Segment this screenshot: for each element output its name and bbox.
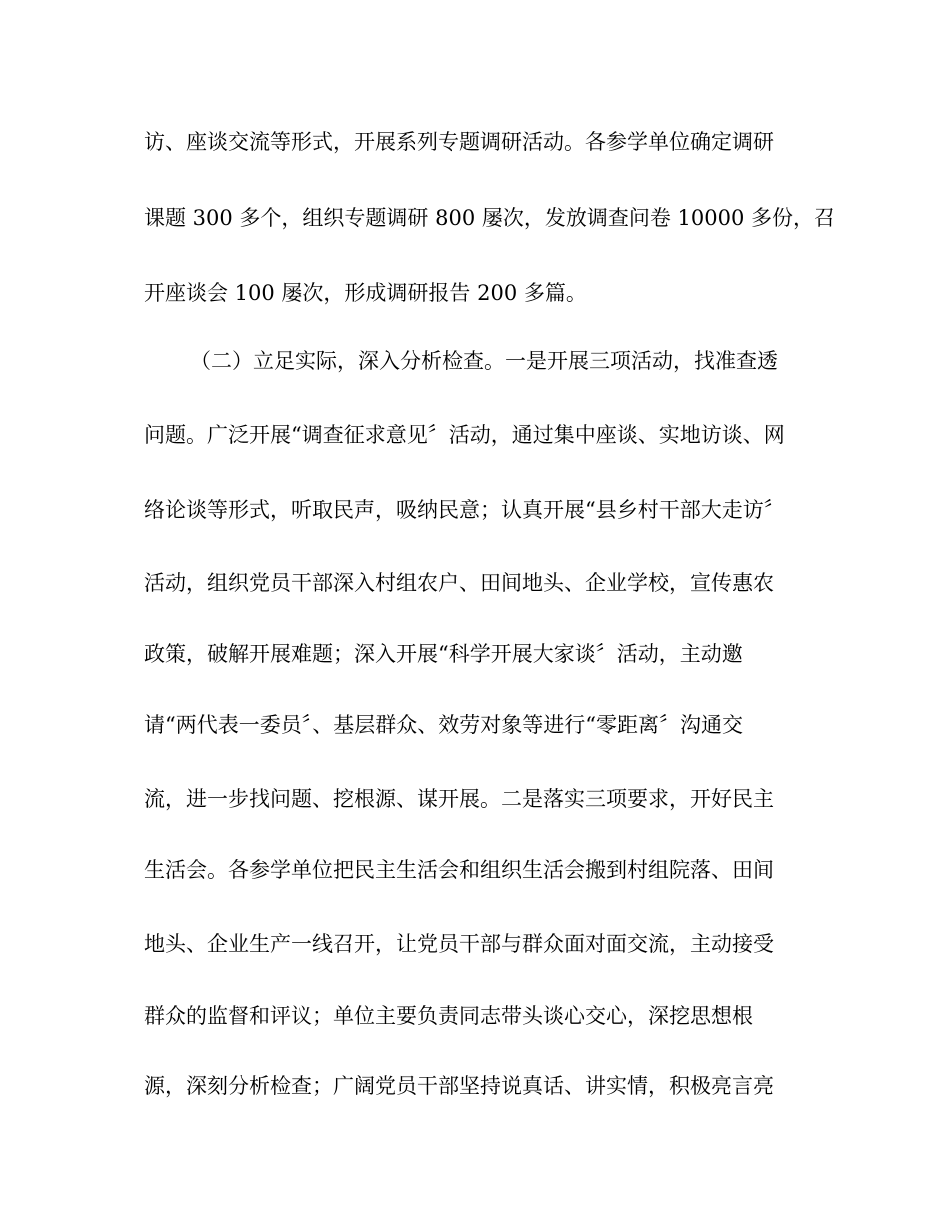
text-line: 地头、企业生产一线召开，让党员干部与群众面对面交流，主动接受 (144, 932, 774, 956)
text-line: 流，进一步找问题、挖根源、谋开展。二是落实三项要求，开好民主 (144, 787, 774, 811)
text-line: 群众的监督和评议；单位主要负责同志带头谈心交心，深挖思想根 (144, 1004, 753, 1028)
text-line: 开座谈会 100 屡次，形成调研报告 200 多篇。 (144, 281, 587, 305)
text-line: 问题。广泛开展“调查征求意见〞活动，通过集中座谈、实地访谈、网 (144, 423, 785, 447)
text-line: 生活会。各参学单位把民主生活会和组织生活会搬到村组院落、田间 (144, 858, 774, 882)
text-line: 活动，组织党员干部深入村组农户、田间地头、企业学校，宣传惠农 (144, 571, 774, 595)
text-line: （二）立足实际，深入分析检查。一是开展三项活动，找准查透 (190, 349, 778, 373)
text-line: 请“两代表一委员〞、基层群众、效劳对象等进行“零距离〞沟通交 (144, 713, 743, 737)
text-line: 政策，破解开展难题；深入开展“科学开展大家谈〞活动，主动邀 (144, 642, 743, 666)
text-line: 访、座谈交流等形式，开展系列专题调研活动。各参学单位确定调研 (144, 130, 774, 154)
text-line: 络论谈等形式，听取民声，吸纳民意；认真开展“县乡村干部大走访〞 (144, 498, 785, 522)
text-line: 源，深刻分析检查；广阔党员干部坚持说真话、讲实情，积极亮言亮 (144, 1074, 774, 1098)
text-line: 课题 300 多个，组织专题调研 800 屡次，发放调查问卷 10000 多份，召 (144, 206, 836, 230)
